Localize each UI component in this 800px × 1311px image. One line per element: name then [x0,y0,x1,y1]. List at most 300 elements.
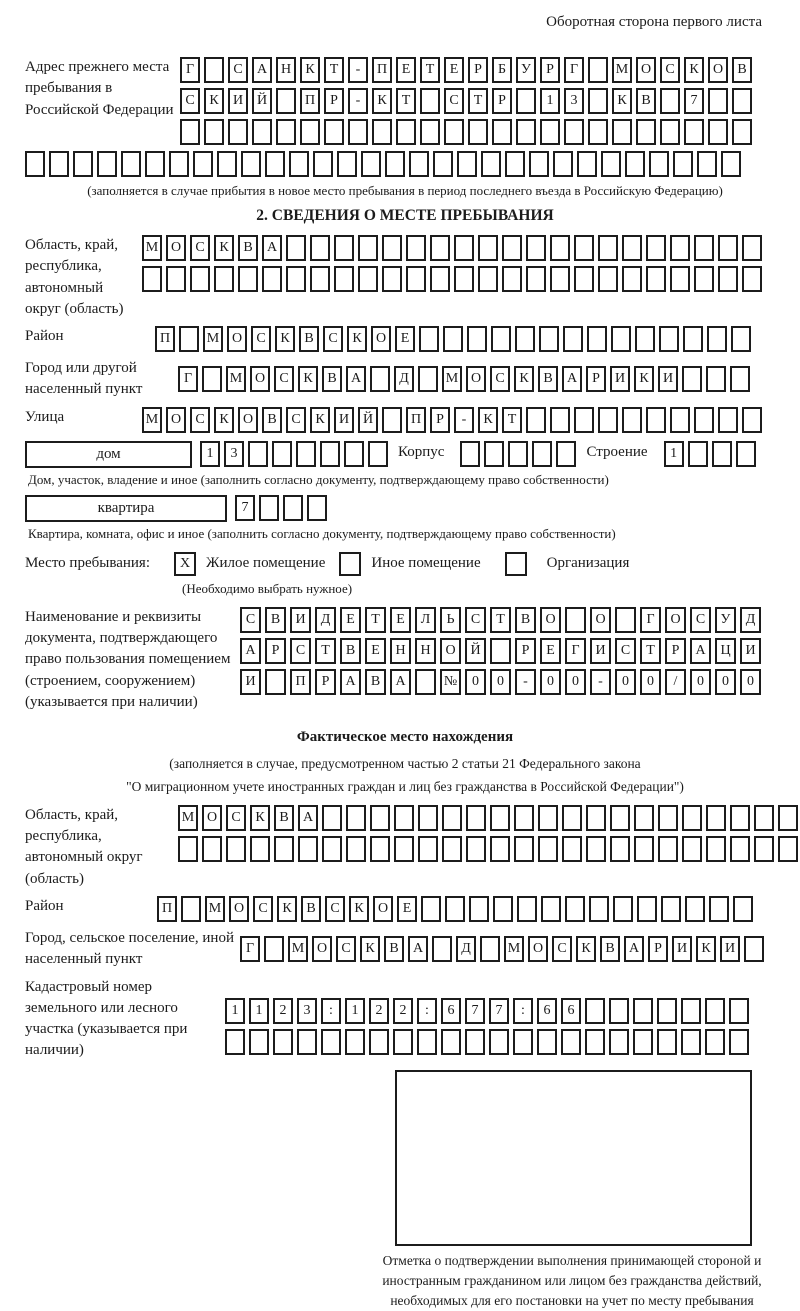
char-cell[interactable] [457,151,477,177]
char-cell[interactable] [709,896,729,922]
char-cell[interactable]: Й [465,638,486,664]
char-cell[interactable] [505,151,525,177]
char-cell[interactable]: О [466,366,486,392]
char-cell[interactable] [490,836,510,862]
char-cell[interactable]: Р [492,88,512,114]
char-cell[interactable] [682,805,702,831]
char-cell[interactable] [442,805,462,831]
char-cell[interactable] [730,836,750,862]
char-cell[interactable]: С [226,805,246,831]
char-cell[interactable]: 1 [540,88,560,114]
char-cell[interactable]: - [515,669,536,695]
char-cell[interactable] [481,151,501,177]
char-cell[interactable] [537,1029,557,1055]
char-cell[interactable] [204,57,224,83]
char-cell[interactable]: Е [540,638,561,664]
char-cell[interactable] [179,326,199,352]
char-cell[interactable] [532,441,552,467]
char-cell[interactable] [370,805,390,831]
char-cell[interactable]: / [665,669,686,695]
char-cell[interactable] [526,266,546,292]
char-cell[interactable] [142,266,162,292]
char-cell[interactable] [598,235,618,261]
char-cell[interactable]: 0 [490,669,511,695]
char-cell[interactable]: 6 [537,998,557,1024]
char-cell[interactable] [622,266,642,292]
char-cell[interactable] [538,805,558,831]
char-cell[interactable] [565,607,586,633]
char-cell[interactable]: П [157,896,177,922]
char-cell[interactable]: К [275,326,295,352]
char-cell[interactable] [265,669,286,695]
char-cell[interactable]: Г [564,57,584,83]
char-cell[interactable]: В [365,669,386,695]
char-cell[interactable]: Е [444,57,464,83]
char-cell[interactable]: А [340,669,361,695]
char-cell[interactable]: В [340,638,361,664]
char-cell[interactable]: С [325,896,345,922]
char-cell[interactable] [514,836,534,862]
char-cell[interactable] [538,836,558,862]
char-cell[interactable] [466,805,486,831]
char-cell[interactable]: 1 [664,441,684,467]
char-cell[interactable] [706,836,726,862]
char-cell[interactable]: Н [415,638,436,664]
char-cell[interactable] [202,836,222,862]
char-cell[interactable] [609,1029,629,1055]
char-cell[interactable]: И [590,638,611,664]
char-cell[interactable]: Г [565,638,586,664]
char-cell[interactable] [433,151,453,177]
char-cell[interactable]: В [299,326,319,352]
char-cell[interactable] [625,151,645,177]
char-cell[interactable]: К [612,88,632,114]
char-cell[interactable]: К [478,407,498,433]
char-cell[interactable]: 2 [369,998,389,1024]
char-cell[interactable]: С [552,936,572,962]
char-cell[interactable]: К [214,407,234,433]
char-cell[interactable]: К [298,366,318,392]
char-cell[interactable] [420,88,440,114]
char-cell[interactable]: О [238,407,258,433]
char-cell[interactable] [320,441,340,467]
char-cell[interactable]: А [240,638,261,664]
char-cell[interactable] [283,495,303,521]
char-cell[interactable]: 2 [273,998,293,1024]
char-cell[interactable] [348,119,368,145]
stay-type-checkbox-residential[interactable]: X [174,552,196,576]
char-cell[interactable] [298,836,318,862]
char-cell[interactable]: В [636,88,656,114]
char-cell[interactable] [646,235,666,261]
char-cell[interactable] [419,326,439,352]
char-cell[interactable]: А [346,366,366,392]
char-cell[interactable] [733,896,753,922]
char-cell[interactable] [574,235,594,261]
char-cell[interactable] [637,896,657,922]
char-cell[interactable]: С [465,607,486,633]
char-cell[interactable] [610,805,630,831]
char-cell[interactable] [467,326,487,352]
char-cell[interactable] [730,366,750,392]
char-cell[interactable]: И [658,366,678,392]
char-cell[interactable]: 0 [640,669,661,695]
char-cell[interactable] [721,151,741,177]
char-cell[interactable] [553,151,573,177]
char-cell[interactable]: К [360,936,380,962]
char-cell[interactable]: В [384,936,404,962]
char-cell[interactable] [561,1029,581,1055]
char-cell[interactable]: С [228,57,248,83]
char-cell[interactable]: О [590,607,611,633]
char-cell[interactable] [682,366,702,392]
char-cell[interactable] [493,896,513,922]
char-cell[interactable]: О [665,607,686,633]
char-cell[interactable] [321,1029,341,1055]
char-cell[interactable] [577,151,597,177]
char-cell[interactable] [250,836,270,862]
char-cell[interactable] [469,896,489,922]
char-cell[interactable] [442,836,462,862]
char-cell[interactable] [598,407,618,433]
char-cell[interactable] [670,235,690,261]
char-cell[interactable]: А [252,57,272,83]
char-cell[interactable]: С [274,366,294,392]
char-cell[interactable] [562,805,582,831]
char-cell[interactable] [466,836,486,862]
char-cell[interactable] [732,88,752,114]
char-cell[interactable] [742,235,762,261]
char-cell[interactable] [322,805,342,831]
char-cell[interactable] [264,936,284,962]
char-cell[interactable]: К [696,936,716,962]
char-cell[interactable]: В [238,235,258,261]
char-cell[interactable] [586,805,606,831]
char-cell[interactable] [516,88,536,114]
char-cell[interactable] [169,151,189,177]
char-cell[interactable] [25,151,45,177]
char-cell[interactable]: Т [468,88,488,114]
char-cell[interactable] [706,366,726,392]
char-cell[interactable] [369,1029,389,1055]
char-cell[interactable]: Р [648,936,668,962]
char-cell[interactable]: О [250,366,270,392]
char-cell[interactable] [346,836,366,862]
char-cell[interactable]: К [250,805,270,831]
char-cell[interactable] [660,88,680,114]
char-cell[interactable] [491,326,511,352]
char-cell[interactable]: М [178,805,198,831]
char-cell[interactable]: Е [390,607,411,633]
char-cell[interactable]: О [166,235,186,261]
char-cell[interactable]: И [610,366,630,392]
char-cell[interactable] [754,805,774,831]
char-cell[interactable]: К [576,936,596,962]
char-cell[interactable] [166,266,186,292]
char-cell[interactable]: № [440,669,461,695]
char-cell[interactable] [712,441,732,467]
char-cell[interactable]: Р [540,57,560,83]
char-cell[interactable]: С [190,235,210,261]
char-cell[interactable] [418,366,438,392]
char-cell[interactable]: - [348,57,368,83]
char-cell[interactable] [718,407,738,433]
char-cell[interactable] [322,836,342,862]
char-cell[interactable] [688,441,708,467]
char-cell[interactable]: И [720,936,740,962]
char-cell[interactable]: С [240,607,261,633]
char-cell[interactable] [565,896,585,922]
char-cell[interactable]: М [504,936,524,962]
char-cell[interactable]: Е [365,638,386,664]
char-cell[interactable]: В [538,366,558,392]
char-cell[interactable] [660,119,680,145]
char-cell[interactable] [562,836,582,862]
char-cell[interactable] [515,326,535,352]
char-cell[interactable] [587,326,607,352]
char-cell[interactable]: Й [358,407,378,433]
char-cell[interactable]: 1 [225,998,245,1024]
char-cell[interactable] [601,151,621,177]
char-cell[interactable] [694,407,714,433]
char-cell[interactable] [226,836,246,862]
char-cell[interactable] [708,88,728,114]
char-cell[interactable]: С [253,896,273,922]
char-cell[interactable]: К [300,57,320,83]
char-cell[interactable]: 3 [564,88,584,114]
char-cell[interactable] [730,805,750,831]
char-cell[interactable] [444,119,464,145]
char-cell[interactable] [705,998,725,1024]
char-cell[interactable]: 0 [615,669,636,695]
char-cell[interactable]: К [514,366,534,392]
char-cell[interactable] [443,326,463,352]
char-cell[interactable] [406,235,426,261]
char-cell[interactable] [731,326,751,352]
char-cell[interactable]: 0 [690,669,711,695]
char-cell[interactable] [286,235,306,261]
char-cell[interactable] [259,495,279,521]
char-cell[interactable]: - [590,669,611,695]
char-cell[interactable] [489,1029,509,1055]
char-cell[interactable] [121,151,141,177]
char-cell[interactable]: 1 [200,441,220,467]
char-cell[interactable]: А [298,805,318,831]
stay-type-checkbox-other[interactable] [339,552,361,576]
char-cell[interactable] [248,441,268,467]
char-cell[interactable] [252,119,272,145]
char-cell[interactable] [673,151,693,177]
char-cell[interactable]: 0 [465,669,486,695]
char-cell[interactable]: В [600,936,620,962]
char-cell[interactable] [610,836,630,862]
char-cell[interactable] [337,151,357,177]
char-cell[interactable] [478,266,498,292]
char-cell[interactable]: И [228,88,248,114]
char-cell[interactable] [742,407,762,433]
char-cell[interactable] [274,836,294,862]
char-cell[interactable] [441,1029,461,1055]
char-cell[interactable] [393,1029,413,1055]
char-cell[interactable]: 0 [565,669,586,695]
char-cell[interactable]: В [262,407,282,433]
char-cell[interactable] [550,235,570,261]
char-cell[interactable] [358,235,378,261]
char-cell[interactable] [394,805,414,831]
char-cell[interactable] [658,805,678,831]
char-cell[interactable] [661,896,681,922]
char-cell[interactable]: О [440,638,461,664]
char-cell[interactable] [778,805,798,831]
char-cell[interactable]: 7 [235,495,255,521]
char-cell[interactable]: 3 [297,998,317,1024]
char-cell[interactable] [480,936,500,962]
char-cell[interactable] [432,936,452,962]
char-cell[interactable]: В [265,607,286,633]
char-cell[interactable] [732,119,752,145]
char-cell[interactable] [684,119,704,145]
char-cell[interactable] [454,235,474,261]
char-cell[interactable] [214,266,234,292]
char-cell[interactable] [736,441,756,467]
char-cell[interactable]: К [204,88,224,114]
char-cell[interactable] [670,266,690,292]
char-cell[interactable]: Т [490,607,511,633]
char-cell[interactable]: 0 [715,669,736,695]
char-cell[interactable]: 0 [540,669,561,695]
char-cell[interactable] [508,441,528,467]
char-cell[interactable]: Н [276,57,296,83]
char-cell[interactable]: П [290,669,311,695]
char-cell[interactable] [611,326,631,352]
char-cell[interactable] [694,266,714,292]
char-cell[interactable] [307,495,327,521]
char-cell[interactable] [742,266,762,292]
char-cell[interactable]: : [417,998,437,1024]
char-cell[interactable] [636,119,656,145]
char-cell[interactable] [622,235,642,261]
char-cell[interactable] [514,805,534,831]
char-cell[interactable]: Д [456,936,476,962]
char-cell[interactable] [683,326,703,352]
char-cell[interactable]: О [312,936,332,962]
char-cell[interactable]: 3 [224,441,244,467]
char-cell[interactable] [193,151,213,177]
char-cell[interactable] [516,119,536,145]
char-cell[interactable] [468,119,488,145]
char-cell[interactable] [418,805,438,831]
char-cell[interactable]: Ц [715,638,736,664]
char-cell[interactable]: О [227,326,247,352]
char-cell[interactable]: А [390,669,411,695]
char-cell[interactable] [478,235,498,261]
char-cell[interactable] [454,266,474,292]
char-cell[interactable] [526,235,546,261]
char-cell[interactable]: И [672,936,692,962]
char-cell[interactable]: О [708,57,728,83]
char-cell[interactable] [563,326,583,352]
char-cell[interactable] [484,441,504,467]
char-cell[interactable]: С [190,407,210,433]
char-cell[interactable]: П [406,407,426,433]
char-cell[interactable]: К [349,896,369,922]
char-cell[interactable] [490,638,511,664]
char-cell[interactable] [646,266,666,292]
char-cell[interactable] [729,1029,749,1055]
char-cell[interactable] [694,235,714,261]
char-cell[interactable]: Д [394,366,414,392]
char-cell[interactable] [541,896,561,922]
char-cell[interactable]: - [454,407,474,433]
char-cell[interactable]: О [528,936,548,962]
char-cell[interactable] [217,151,237,177]
char-cell[interactable] [406,266,426,292]
char-cell[interactable] [492,119,512,145]
char-cell[interactable] [490,805,510,831]
char-cell[interactable]: П [372,57,392,83]
char-cell[interactable]: И [240,669,261,695]
char-cell[interactable] [754,836,774,862]
char-cell[interactable]: С [323,326,343,352]
char-cell[interactable]: М [142,235,162,261]
char-cell[interactable]: Р [468,57,488,83]
char-cell[interactable]: П [155,326,175,352]
char-cell[interactable]: 7 [684,88,704,114]
char-cell[interactable] [430,266,450,292]
char-cell[interactable]: К [634,366,654,392]
char-cell[interactable] [286,266,306,292]
char-cell[interactable]: О [636,57,656,83]
char-cell[interactable] [296,441,316,467]
char-cell[interactable]: 0 [740,669,761,695]
char-cell[interactable]: Е [395,326,415,352]
char-cell[interactable] [241,151,261,177]
char-cell[interactable] [289,151,309,177]
char-cell[interactable] [204,119,224,145]
char-cell[interactable] [574,407,594,433]
char-cell[interactable] [418,836,438,862]
char-cell[interactable] [778,836,798,862]
char-cell[interactable]: И [290,607,311,633]
char-cell[interactable] [706,805,726,831]
char-cell[interactable]: С [660,57,680,83]
char-cell[interactable]: О [540,607,561,633]
char-cell[interactable] [202,366,222,392]
char-cell[interactable]: У [715,607,736,633]
char-cell[interactable] [646,407,666,433]
char-cell[interactable]: 2 [393,998,413,1024]
char-cell[interactable] [178,836,198,862]
char-cell[interactable] [718,235,738,261]
char-cell[interactable]: С [336,936,356,962]
char-cell[interactable]: А [562,366,582,392]
char-cell[interactable]: Р [586,366,606,392]
char-cell[interactable] [707,326,727,352]
char-cell[interactable]: Ь [440,607,461,633]
char-cell[interactable] [370,836,390,862]
char-cell[interactable] [705,1029,725,1055]
char-cell[interactable]: Р [515,638,536,664]
char-cell[interactable]: Е [396,57,416,83]
char-cell[interactable] [588,88,608,114]
char-cell[interactable] [465,1029,485,1055]
char-cell[interactable]: М [203,326,223,352]
char-cell[interactable] [420,119,440,145]
char-cell[interactable] [657,1029,677,1055]
char-cell[interactable] [708,119,728,145]
char-cell[interactable]: П [300,88,320,114]
char-cell[interactable]: К [372,88,392,114]
